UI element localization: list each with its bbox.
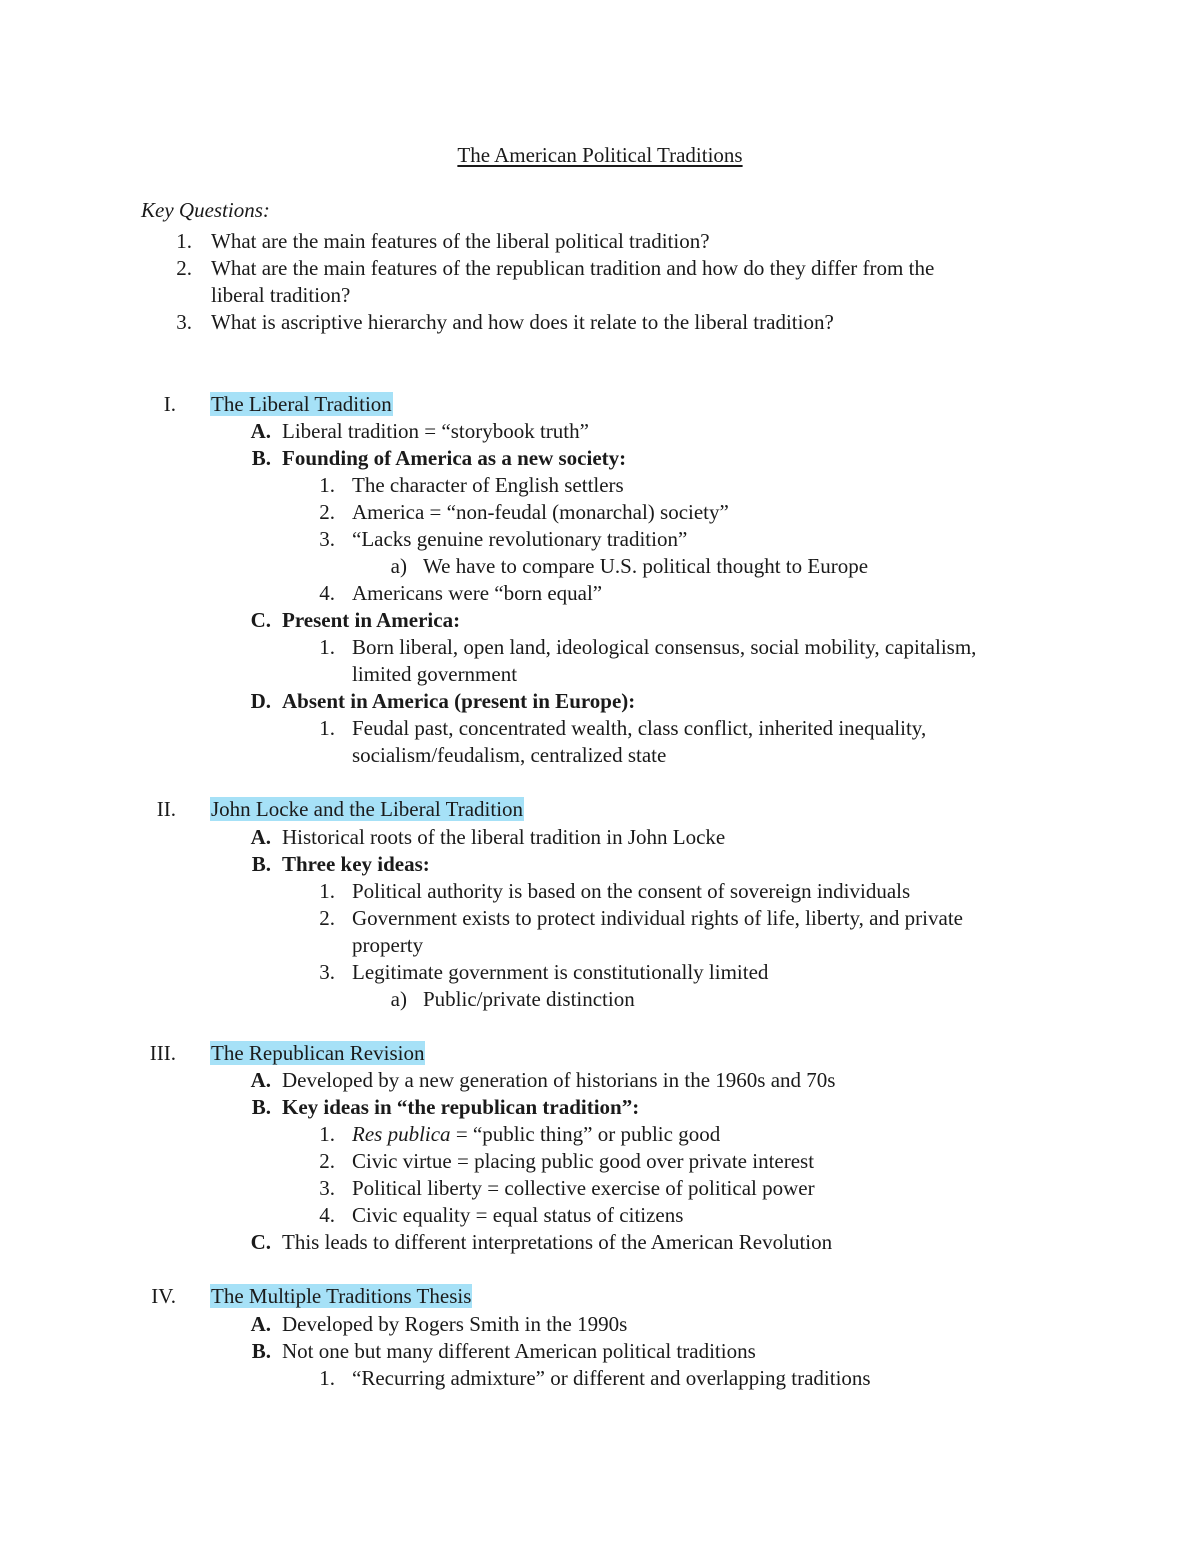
subitem-text: Legitimate government is constitutionally limited [352, 960, 769, 984]
document-title: The American Political Traditions [457, 143, 743, 167]
item-letter: B. [251, 852, 271, 876]
subitem-number: 1. [319, 1366, 335, 1390]
item-letter: B. [251, 1095, 271, 1119]
subitem-text: Political liberty = collective exercise of political power [352, 1176, 815, 1200]
item-letter: D. [250, 689, 271, 713]
item-text: Historical roots of the liberal tradition in John Locke [282, 825, 726, 849]
item-letter: C. [250, 1230, 271, 1254]
question-number: 1. [176, 229, 192, 253]
subitem-text-continued: property [352, 933, 424, 957]
item-letter: A. [250, 1068, 271, 1092]
question-number: 3. [176, 310, 192, 334]
subitem-number: 3. [319, 527, 335, 551]
subsubitem-text: Public/private distinction [423, 987, 635, 1011]
section-numeral: IV. [151, 1284, 176, 1308]
section-numeral: II. [156, 797, 176, 821]
subitem-text: Res publica = “public thing” or public good [352, 1122, 721, 1146]
item-text: Founding of America as a new society: [282, 446, 627, 470]
subitem-number: 1. [319, 473, 335, 497]
subitem-text: America = “non-feudal (monarchal) society” [352, 500, 729, 524]
section-heading: The Multiple Traditions Thesis [211, 1284, 472, 1308]
item-text: Developed by a new generation of historians in the 1960s and 70s [282, 1068, 836, 1092]
item-letter: B. [251, 446, 271, 470]
subitem-text: Government exists to protect individual rights of life, liberty, and private [352, 906, 963, 930]
item-text: This leads to different interpretations of the American Revolution [282, 1230, 833, 1254]
question-number: 2. [176, 256, 192, 280]
question-text: What is ascriptive hierarchy and how does it relate to the liberal tradition? [211, 310, 834, 334]
subitem-number: 1. [319, 1122, 335, 1146]
item-text: Liberal tradition = “storybook truth” [282, 419, 589, 443]
item-text: Developed by Rogers Smith in the 1990s [282, 1312, 628, 1336]
key-questions-label: Key Questions: [141, 198, 270, 222]
subitem-number: 1. [319, 635, 335, 659]
question-text: What are the main features of the liberal political tradition? [211, 229, 710, 253]
subitem-number: 3. [319, 1176, 335, 1200]
subsubitem-letter: a) [390, 987, 407, 1011]
section-heading: The Liberal Tradition [211, 392, 392, 416]
question-text: What are the main features of the republican tradition and how do they differ from the [211, 256, 935, 280]
section-numeral: I. [163, 392, 176, 416]
subsubitem-text: We have to compare U.S. political thought to Europe [423, 554, 869, 578]
subitem-text: Civic virtue = placing public good over private interest [352, 1149, 815, 1173]
subitem-number: 4. [319, 1203, 335, 1227]
item-letter: A. [250, 1312, 271, 1336]
subitem-text: Civic equality = equal status of citizens [352, 1203, 684, 1227]
subitem-text: “Recurring admixture” or different and overlapping traditions [352, 1366, 871, 1390]
subitem-text-continued: limited government [352, 662, 518, 686]
item-letter: B. [251, 1339, 271, 1363]
subitem-number: 2. [319, 906, 335, 930]
section-heading: John Locke and the Liberal Tradition [211, 797, 524, 821]
question-text-continued: liberal tradition? [211, 283, 351, 307]
subitem-text: The character of English settlers [352, 473, 624, 497]
subitem-text: Americans were “born equal” [352, 581, 603, 605]
subitem-text-continued: socialism/feudalism, centralized state [352, 743, 667, 767]
item-letter: A. [250, 825, 271, 849]
subitem-number: 3. [319, 960, 335, 984]
item-text: Three key ideas: [282, 852, 430, 876]
subitem-text: Born liberal, open land, ideological consensus, social mobility, capitalism, [352, 635, 977, 659]
section-numeral: III. [149, 1041, 176, 1065]
item-text: Present in America: [282, 608, 461, 632]
subsubitem-letter: a) [390, 554, 407, 578]
subitem-number: 2. [319, 1149, 335, 1173]
section-heading: The Republican Revision [211, 1041, 425, 1065]
subitem-number: 1. [319, 879, 335, 903]
item-text: Key ideas in “the republican tradition”: [282, 1095, 640, 1119]
subitem-text: “Lacks genuine revolutionary tradition” [352, 527, 688, 551]
subitem-number: 1. [319, 716, 335, 740]
subitem-text: Feudal past, concentrated wealth, class conflict, inherited inequality, [352, 716, 927, 740]
subitem-text: Political authority is based on the consent of sovereign individuals [352, 879, 911, 903]
item-text: Not one but many different American political traditions [282, 1339, 756, 1363]
subitem-number: 4. [319, 581, 335, 605]
item-text: Absent in America (present in Europe): [282, 689, 636, 713]
subitem-number: 2. [319, 500, 335, 524]
item-letter: C. [250, 608, 271, 632]
item-letter: A. [250, 419, 271, 443]
